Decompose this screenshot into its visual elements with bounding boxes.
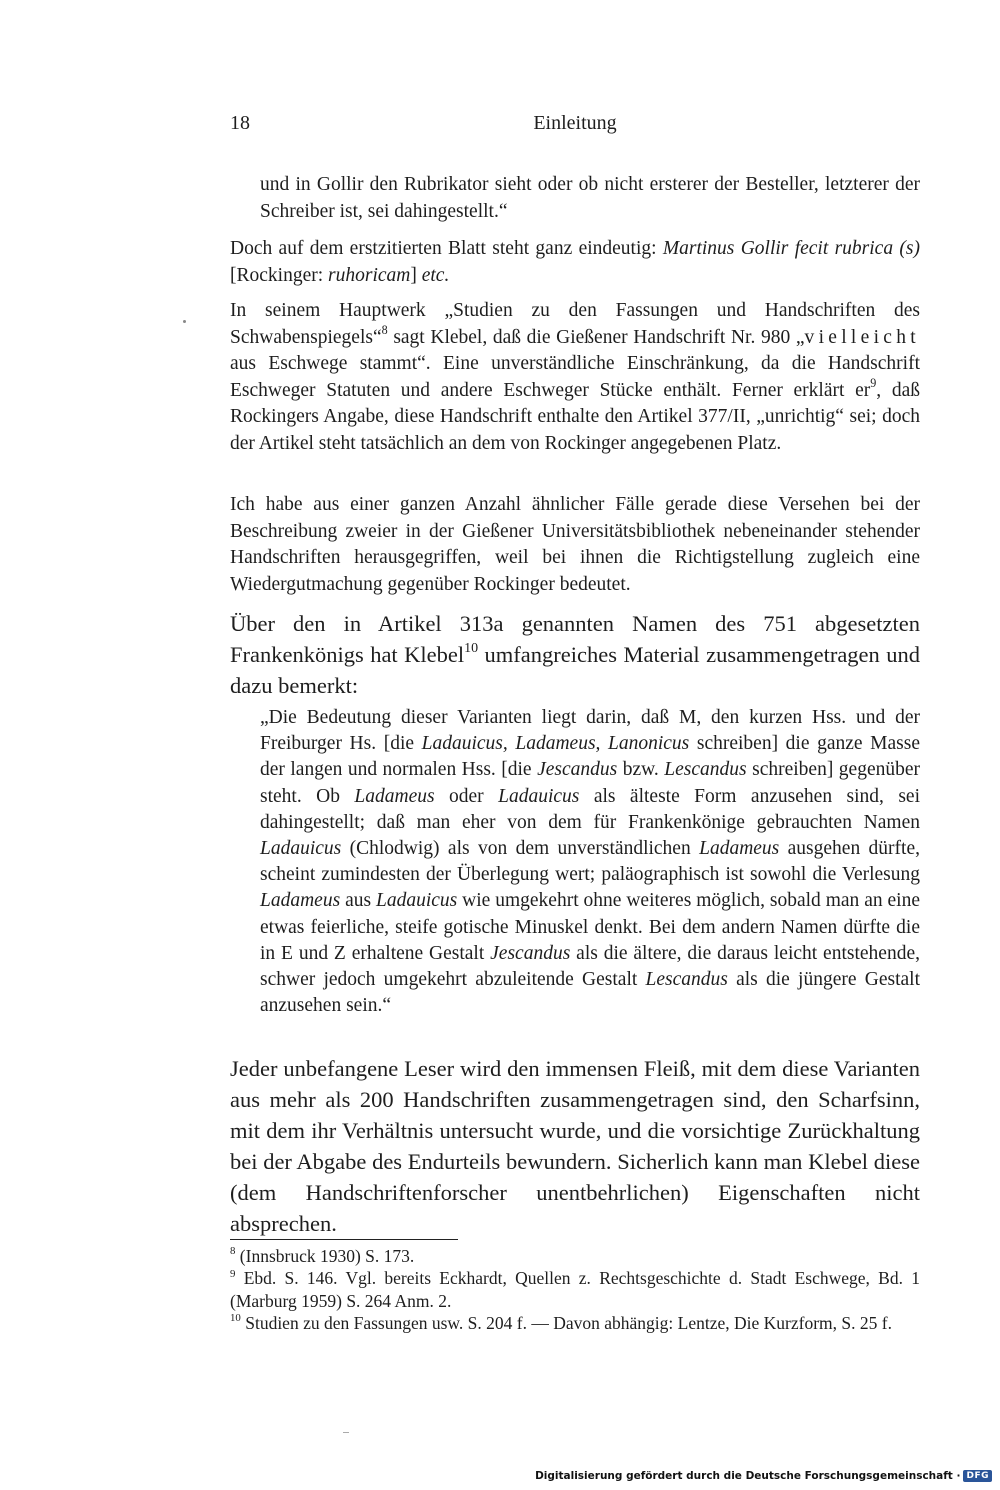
footnote-ref-10: 10 [464, 641, 479, 657]
footnote-8: $^8$ (Innsbruck 1930) S. 173. [230, 1245, 415, 1266]
paragraph-hauptwerk: In seinem Hauptwerk „Studien zu den Fassungen und Handschriften des Schwabenspiegels“$^8$ sagt Klebel, daß die Gießener Handschrift Nr. 980 „vielleicht aus Eschwege stammt“. Eine unverständliche Einschränkung, da die Handschrift Eschweger Statuten und andere Eschweger Stücke enthält. Ferner erklärt $er^9$, daß Rockingers Angabe, diese Handschrift enthalte den Artikel 377/II, „unrichtig“ sei; doch der Artikel steht tatsächlich an dem von Rockinger angegebenen Platz. [230, 300, 921, 454]
paragraph-doch: Doch auf dem erstzitierten Blatt steht ganz eindeutig: Martinus Gollir fecit rubrica (s) [Rockinger: ruhoricam] etc. [230, 238, 920, 286]
funding-banner [535, 1467, 992, 1485]
page-number: 18 [230, 112, 250, 134]
footnotes [230, 1245, 920, 1335]
footnote-ref-8: 8 [381, 322, 388, 337]
scan-speck [343, 1432, 349, 1433]
running-title: Einleitung [533, 112, 617, 134]
footnote-ref-9: 9 [870, 375, 877, 390]
paragraph-versehen: Ich habe aus einer ganzen Anzahl ähnlicher Fälle gerade diese Versehen bei der Beschreibung zweier in der Gießener Universitätsbibliothek nebeneinander stehender Handschriften herausgegriffen, weil bei ihnen die Richtigstellung zugleich eine Wiedergutmachung gegenüber Rockinger bedeutet. [230, 494, 920, 595]
dfg-logo-icon: DFG [963, 1470, 992, 1482]
footnote-9: $^9$ Ebd. S. 146. Vgl. bereits Eckhardt, Quellen z. Rechtsgeschichte d. Stadt Eschwege, Bd. 1 (Marburg 1959) S. 264 Anm. 2. [230, 1267, 920, 1311]
footnote-10: $^{10}$ Studien zu den Fassungen usw. S. 204 f. — Davon abhängig: Lentze, Die Kurzform, S. 25 f. [230, 1312, 892, 1334]
margin-speck [183, 320, 186, 323]
running-head [230, 112, 920, 138]
paragraph-quote-continuation: und in Gollir den Rubrikator sieht oder ob nicht ersterer der Besteller, letzterer der Schreiber ist, sei dahingestellt.“ [260, 174, 920, 222]
block-quotation: „Die Bedeutung dieser Varianten liegt darin, daß M, den kurzen Hss. und der Freiburger Hs. [die Ladauicus, Ladameus, Lanonicus schreiben] die ganze Masse der langen und normalen Hss. [die Jescandus bzw. Lescandus schreiben] gegenüber steht. Ob Ladameus oder Ladauicus als älteste Form anzusehen sind, sei dahingestellt; daß man eher von dem für Frankenkönige gebrauchten Namen Ladauicus (Chlodwig) als von dem unverständlichen Ladameus ausgehen dürfte, scheint zumindesten der Überlegung wert; paläographisch ist sowohl die Verlesung Ladameus aus Ladauicus wie umgekehrt ohne weiteres möglich, sobald man an eine etwas feierliche, steife gotische Minuskel denkt. Bei dem andern Namen dürfte die in E und Z erhaltene Gestalt Jescandus als die ältere, die daraus leicht entstehende, schwer jedoch umgekehrt abzuleitende Gestalt Lescandus als die jüngere Gestalt anzusehen sein.“ [260, 707, 920, 1017]
funding-text: Digitalisierung gefördert durch die Deutsche Forschungsgemeinschaft · [535, 1470, 961, 1482]
paragraph-leser: Jeder unbefangene Leser wird den immensen Fleiß, mit dem diese Varianten aus mehr als 200 Handschriften zusammengetragen sind, den Scharfsinn, mit dem ihr Verhältnis untersucht wurde, und die vorsichtige Zurückhaltung bei der Abgabe des Endurteils bewundern. Sicherlich kann man Klebel diese (dem Handschriftenforscher unentbehrlichen) Eigenschaften nicht absprechen. [230, 1056, 920, 1236]
footnote-separator [230, 1239, 458, 1240]
paragraph-frankenkoenig: Über den in Artikel 313a genannten Namen des 751 abgesetzten Frankenkönigs hat Klebel$^{10}$ umfangreiches Material zusammengetragen und dazu bemerkt: [230, 611, 921, 698]
